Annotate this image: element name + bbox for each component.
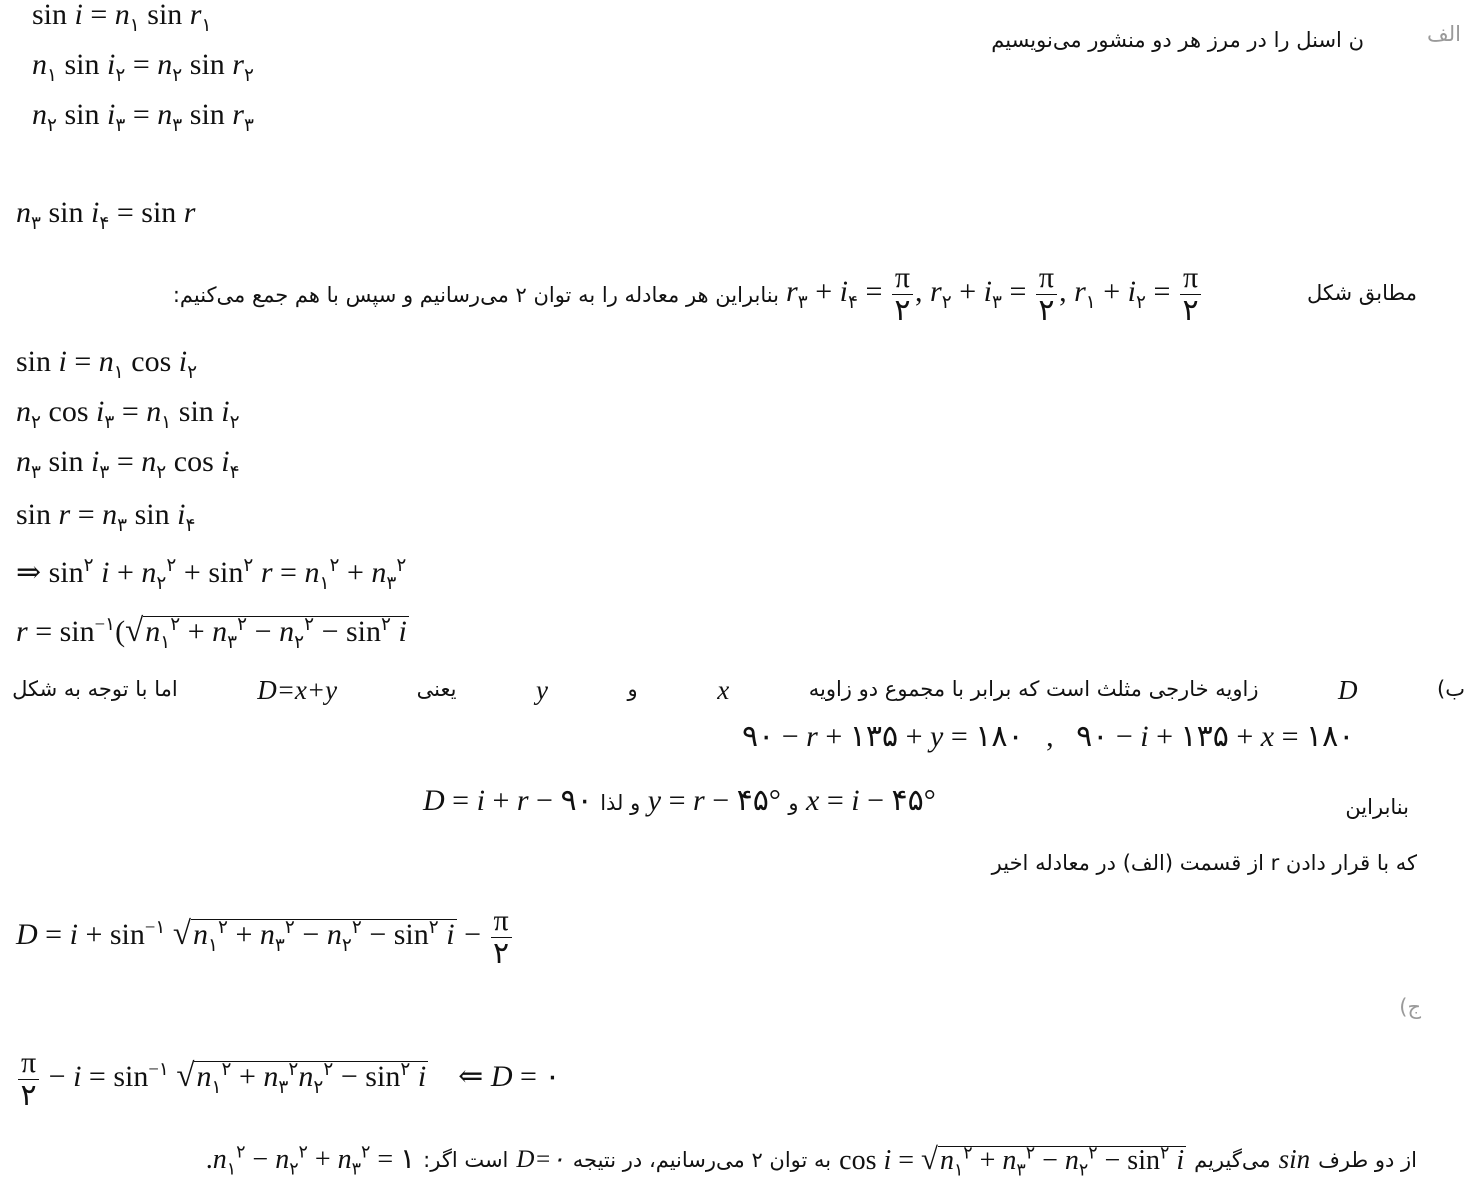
je-last-line <box>16 1142 1417 1180</box>
snell-eq-3: $n_۲$ $\sin i_۳ = n_۳$ $\sin r_۳$ <box>32 98 254 136</box>
be-final-eq: $D = i + \sin^{-۱} √n_۱^۲ + n_۳^۲ - n_۲^۲ - \sin^۲ i$ − $\frac{\pi}{۲}$ <box>16 905 514 969</box>
cos-eq-4: $\sin r = n_۳$ $\sin i_۴$ <box>16 498 196 536</box>
je-last-a: از دو طرف <box>1318 1147 1417 1172</box>
part-je-label: ج) <box>1399 995 1421 1019</box>
be-line1-tail: اما با توجه به شکل <box>12 677 178 701</box>
part-be-label: ب) <box>1437 677 1465 701</box>
be-D-derivation: D = i + r − ۹۰ و لذا y = r − ۴۵° و x = i − ۴۵° <box>423 784 936 817</box>
snell-eq-1: $\sin i = n_۱$ $\sin r_۱$ <box>32 0 212 36</box>
part-alef-label: الف <box>1427 22 1461 46</box>
shape-suffix: بنابراین هر معادله را به توان ۲ می‌رسانیم و سپس با هم جمع می‌کنیم: <box>172 283 779 307</box>
cos-eq-3: $n_۳$ $\sin i_۳ = n_۲$ $\cos i_۴$ <box>16 445 240 483</box>
je-D0: D=۰ <box>516 1146 565 1173</box>
je-last-c: به توان ۲ می‌رسانیم، در نتیجه <box>572 1147 832 1172</box>
be-angle-eqs: ۹۰ − r + ۱۳۵ + y = ۱۸۰ , ۹۰ − i + ۱۳۵ + x = ۱۸۰ <box>742 720 1355 753</box>
sum-eq: ⇒ $\sin^۲ i + n_۲^۲ + \sin^۲ r = n_۱^۲ + n_۳^۲$ <box>16 555 407 594</box>
be-line1-text: زاویه خارجی مثلث است که برابر با مجموع دو زاویه <box>808 677 1259 701</box>
je-tail-eq: $.n_۱^۲ - n_۲^۲ + n_۳^۲$ = ۱ <box>205 1142 416 1179</box>
je-last-b: می‌گیریم <box>1194 1147 1271 1172</box>
shape-conditions: $r_۳ + i_۴$ = $\frac{\pi}{۲}$ , $r_۲ + i_۳$ = $\frac{\pi}{۲}$ , $r_۱ + i_۲$ = $\frac{\pi}{۲}$ <box>786 262 1203 326</box>
je-sin: sin <box>1278 1144 1311 1174</box>
be-D: D <box>1338 675 1358 705</box>
be-line-1 <box>12 677 1465 704</box>
be-va-2: و <box>788 791 799 815</box>
je-last-d: است اگر: <box>423 1147 509 1172</box>
je-cos-eq: $\cos i = √n_۱^۲ + n_۳^۲ - n_۲^۲ - \sin^۲ i$ <box>839 1142 1185 1180</box>
be-substitute-text: که با قرار دادن r از قسمت (الف) در معادله اخیر <box>991 851 1417 875</box>
snell-eq-4: $n_۳$ $\sin i_۴ = \sin r$ <box>16 196 196 234</box>
be-va: و <box>627 677 638 701</box>
shape-prefix: مطابق شکل <box>1306 281 1417 305</box>
be-x: x <box>717 675 730 705</box>
r-result-eq: $r = \sin^{-۱}(√n_۱^۲ + n_۳^۲ - n_۲^۲ - \sin^۲ i$ <box>16 613 407 653</box>
be-y: y <box>536 675 548 705</box>
snell-eq-2: $n_۱$ $\sin i_۲ = n_۲$ $\sin r_۲$ <box>32 48 254 86</box>
be-laza: و لذا <box>600 791 641 815</box>
alef-intro: ن اسنل را در مرز هر دو منشور می‌نویسیم <box>991 28 1364 52</box>
be-D-eq: D=x+y <box>257 675 338 705</box>
je-eq: $\frac{\pi}{۲}$ − $i = \sin^{-۱} √n_۱^۲ + n_۳^۲n_۲^۲ - \sin^۲ i$ ⇐ D = ۰ <box>16 1047 561 1111</box>
cos-eq-1: $\sin i = n_۱$ $\cos i_۲$ <box>16 345 198 383</box>
be-therefore: بنابراین <box>1345 795 1409 819</box>
cos-eq-2: $n_۲$ $\cos i_۳ = n_۱$ $\sin i_۲$ <box>16 395 240 433</box>
be-yani: یعنی <box>416 677 457 701</box>
